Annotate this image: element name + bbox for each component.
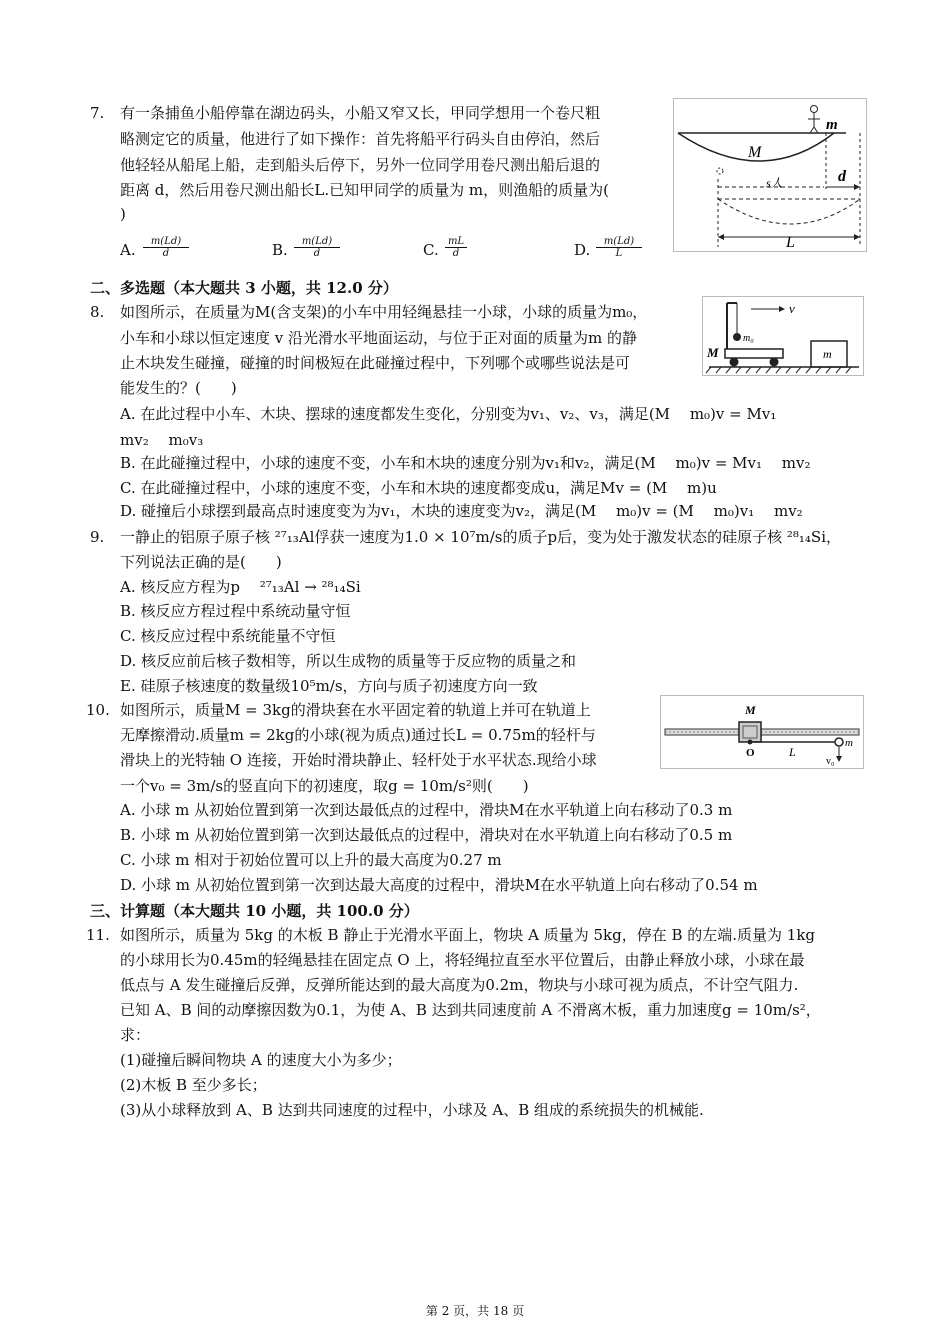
figure-label-L: L <box>786 234 795 251</box>
q7-option-d-label: D. <box>574 241 591 259</box>
question-11-text-line: 如图所示，质量为 5kg 的木板 B 静止于光滑水平面上，物块 A 质量为 5kg，停在 B 的左端.质量为 1kg <box>120 926 816 944</box>
question-9-text-line: 一静止的铝原子原子核 ²⁷₁₃Al俘获一速度为1.0 × 10⁷m/s的质子p后，变为处于激发状态的硅原子核 ²⁸₁₄Si， <box>120 528 841 546</box>
q7-option-b-label: B. <box>272 241 288 259</box>
q7-option-c-label: C. <box>423 241 439 259</box>
q11-subquestion-3: (3)从小球释放到 A、B 达到共同速度的过程中，小球及 A、B 组成的系统损失的机械能. <box>120 1101 704 1119</box>
question-8-text-line: 能发生的？( ) <box>120 379 237 397</box>
section-heading-calculation: 三、计算题（本大题共 10 小题，共 100.0 分） <box>90 902 419 920</box>
question-7-text-line: 距离 d，然后用卷尺测出船长L.已知甲同学的质量为 m，则渔船的质量为( <box>120 181 609 199</box>
q7-option-a-fraction <box>143 236 189 259</box>
q8-option-a-continued: mv₂ m₀v₃ <box>120 431 204 449</box>
q7-option-c-fraction <box>445 236 467 259</box>
q10-option-d: D. 小球 m 从初始位置到第一次到达最大高度的过程中，滑块M在水平轨道上向右移动了0.54 m <box>120 876 758 894</box>
q10-option-a: A. 小球 m 从初始位置到第一次到达最低点的过程中，滑块M在水平轨道上向右移动了0.3 m <box>120 801 733 819</box>
figure-label-s: s人 <box>766 176 783 190</box>
question-10-text-line: 滑块上的光特轴 O 连接，开始时滑块静止、轻杆处于水平状态.现给小球 <box>120 751 597 769</box>
question-11-text-line: 的小球用长为0.45m的轻绳悬挂在固定点 O 上，将轻绳拉直至水平位置后，由静止释放小球，小球在最 <box>120 951 805 969</box>
q9-option-c: C. 核反应过程中系统能量不守恒 <box>120 627 336 645</box>
q9-option-e: E. 硅原子核速度的数量级10⁵m/s，方向与质子初速度方向一致 <box>120 677 538 695</box>
figure-label-d: d <box>838 168 846 185</box>
fraction-numerator: m(Ld) <box>143 236 189 248</box>
question-7-text-line: 略测定它的质量，他进行了如下操作：首先将船平行码头自由停泊，然后 <box>120 130 601 148</box>
page-footer: 第 2 页，共 18 页 <box>425 1304 525 1318</box>
figure-label-O: O <box>746 747 755 759</box>
question-8-text-line: 止木块发生碰撞，碰撞的时间极短在此碰撞过程中，下列哪个或哪些说法是可 <box>120 354 631 372</box>
figure-label-m: m <box>826 117 838 133</box>
question-9-number: 9. <box>90 528 105 546</box>
figure-label-m: m <box>845 737 853 749</box>
question-10-text-line: 如图所示，质量M = 3kg的滑块套在水平固定着的轨道上并可在轨道上 <box>120 701 591 719</box>
fraction-denominator: d <box>452 248 460 259</box>
fraction-numerator: m(Ld) <box>596 236 642 248</box>
boat-figure <box>673 98 867 252</box>
q8-option-b: B. 在此碰撞过程中，小球的速度不变，小车和木块的速度分别为v₁和v₂，满足(M m₀)v = Mv₁ mv₂ <box>120 454 811 472</box>
fraction-denominator: d <box>313 248 321 259</box>
figure-label-M: M <box>707 345 719 360</box>
fraction-numerator: mL <box>445 236 467 248</box>
question-11-text-line: 求： <box>120 1026 151 1044</box>
question-7-number: 7. <box>90 104 105 122</box>
q9-option-a: A. 核反应方程为p ²⁷₁₃Al → ²⁸₁₄Si <box>120 578 361 596</box>
figure-label-L: L <box>789 745 796 759</box>
question-8-number: 8. <box>90 303 105 321</box>
q7-option-b-fraction <box>294 236 340 259</box>
q10-option-c: C. 小球 m 相对于初始位置可以上升的最大高度为0.27 m <box>120 851 502 869</box>
figure-label-m: m <box>823 347 832 361</box>
fraction-numerator: m(Ld) <box>294 236 340 248</box>
question-11-text-line: 低点与 A 发生碰撞后反弹，反弹所能达到的最大高度为0.2m，物块与小球可视为质点，不计空气阻力. <box>120 976 799 994</box>
fraction-denominator: d <box>162 248 170 259</box>
q8-option-a: A. 在此过程中小车、木块、摆球的速度都发生变化，分别变为v₁、v₂、v₃，满足(M m₀)v = Mv₁ <box>120 405 777 423</box>
question-10-number: 10. <box>86 701 110 719</box>
question-8-text-line: 小车和小球以恒定速度 v 沿光滑水平地面运动，与位于正对面的质量为m 的静 <box>120 329 638 347</box>
q7-option-a-label: A. <box>120 241 136 259</box>
question-7-text-line: 有一条捕鱼小船停靠在湖边码头，小船又窄又长，甲同学想用一个卷尺粗 <box>120 104 601 122</box>
q9-option-b: B. 核反应方程过程中系统动量守恒 <box>120 602 351 620</box>
q11-subquestion-1: (1)碰撞后瞬间物块 A 的速度大小为多少； <box>120 1051 402 1069</box>
q7-option-d-fraction <box>596 236 642 259</box>
question-10-text-line: 无摩擦滑动.质量m = 2kg的小球(视为质点)通过长L = 0.75m的轻杆与 <box>120 726 596 744</box>
figure-label-v0: v₀ <box>826 756 835 767</box>
q10-option-b: B. 小球 m 从初始位置到第一次到达最低点的过程中，滑块对在水平轨道上向右移动了0.5 m <box>120 826 733 844</box>
section-heading-multiple-choice: 二、多选题（本大题共 3 小题，共 12.0 分） <box>90 279 398 297</box>
question-10-text-line: 一个v₀ = 3m/s的竖直向下的初速度，取g = 10m/s²则( ) <box>120 777 529 795</box>
figure-label-M: M <box>748 144 762 161</box>
question-11-number: 11. <box>86 926 110 944</box>
slider-rod-figure <box>660 695 864 769</box>
cart-collision-figure <box>702 296 864 376</box>
q8-option-c: C. 在此碰撞过程中，小球的速度不变，小车和木块的速度都变成u，满足Mv = (M m)u <box>120 479 717 497</box>
q9-option-d: D. 核反应前后核子数相等，所以生成物的质量等于反应物的质量之和 <box>120 652 577 670</box>
fraction-denominator: L <box>615 248 623 259</box>
question-9-text-line: 下列说法正确的是( ) <box>120 553 282 571</box>
q8-option-d: D. 碰撞后小球摆到最高点时速度变为为v₁，木块的速度变为v₂，满足(M m₀)v = (M m₀)v₁ mv₂ <box>120 502 803 520</box>
figure-label-v: v <box>789 301 795 316</box>
q11-subquestion-2: (2)木板 B 至少多长； <box>120 1076 267 1094</box>
question-7-text-line: 他轻轻从船尾上船，走到船头后停下，另外一位同学用卷尺测出船后退的 <box>120 156 601 174</box>
question-11-text-line: 已知 A、B 间的动摩擦因数为0.1，为使 A、B 达到共同速度前 A 不滑离木板，重力加速度g = 10m/s²， <box>120 1001 821 1019</box>
figure-label-m0: m₀ <box>743 333 754 344</box>
question-8-text-line: 如图所示，在质量为M(含支架)的小车中用轻绳悬挂一小球，小球的质量为m₀， <box>120 303 648 321</box>
question-7-text-line: ) <box>120 205 126 223</box>
figure-label-M: M <box>745 703 756 717</box>
